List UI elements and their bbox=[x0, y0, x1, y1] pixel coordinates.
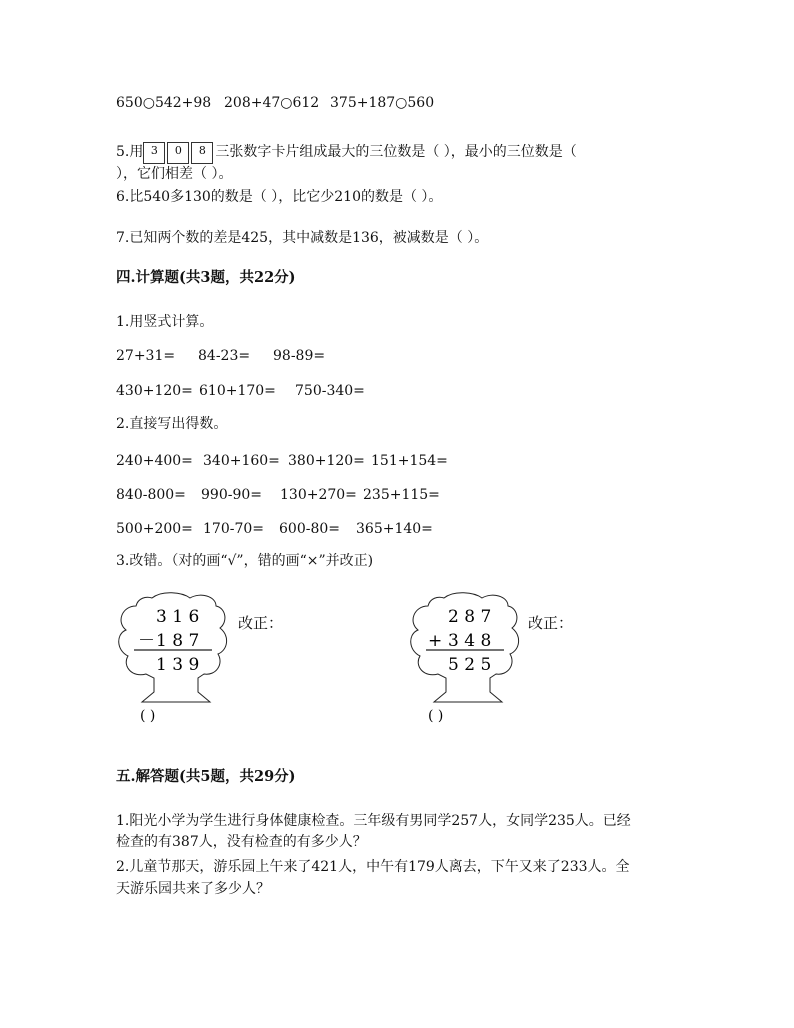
section-5-title: 五.解答题(共5题，共29分) bbox=[116, 768, 296, 785]
expression: 240+400= bbox=[116, 453, 193, 469]
question-5 bbox=[116, 142, 577, 162]
expression: 380+120= bbox=[288, 453, 365, 469]
calc-q1-row bbox=[116, 346, 325, 366]
question-7: 7.已知两个数的差是425，其中减数是136，被减数是（ ）。 bbox=[116, 230, 489, 246]
tree-middle-number: 3 4 8 bbox=[448, 631, 492, 651]
number-cards bbox=[143, 142, 215, 162]
expression: 151+154= bbox=[371, 453, 448, 469]
expression: 500+200= bbox=[116, 521, 193, 537]
expression: 84-23= bbox=[198, 348, 251, 364]
compare-item: 208+47○612 bbox=[224, 95, 320, 111]
q5-prefix: 5.用 bbox=[116, 144, 144, 160]
tree-middle-number: 1 8 7 bbox=[156, 631, 200, 651]
tree-top-number: 3 1 6 bbox=[156, 607, 200, 627]
tree-paren: ( ) bbox=[428, 708, 444, 724]
tree-top-number: 2 8 7 bbox=[448, 607, 492, 627]
expression: 610+170= bbox=[199, 383, 276, 399]
expression: 600-80= bbox=[279, 521, 340, 537]
section-4-title: 四.计算题(共3题，共22分) bbox=[116, 269, 296, 286]
calc-q1-row bbox=[116, 381, 365, 401]
expression: 430+120= bbox=[116, 383, 193, 399]
tree-drawing bbox=[404, 592, 604, 728]
calc-q2-title: 2.直接写出得数。 bbox=[116, 416, 228, 432]
compare-item: 375+187○560 bbox=[330, 95, 435, 111]
calc-q2-row bbox=[116, 519, 433, 539]
q5-text: 三张数字卡片组成最大的三位数是（ ），最小的三位数是（ bbox=[215, 144, 577, 160]
calc-q2-row bbox=[116, 451, 448, 471]
correction-tree-2 bbox=[404, 592, 604, 728]
expression: 840-800= bbox=[116, 487, 186, 503]
tree-result-number: 5 2 5 bbox=[448, 655, 492, 675]
question-6: 6.比540多130的数是（ ），比它少210的数是（ ）。 bbox=[116, 189, 443, 205]
tree-paren: ( ) bbox=[140, 708, 156, 724]
word-problem-1-line2: 检查的有387人，没有检查的有多少人？ bbox=[116, 834, 367, 850]
compare-item: 650○542+98 bbox=[116, 95, 212, 111]
tree-result-number: 1 3 9 bbox=[156, 655, 200, 675]
question-5-line2: ），它们相差（ ）。 bbox=[116, 166, 233, 182]
expression: 130+270= bbox=[280, 487, 357, 503]
number-card: 8 bbox=[191, 142, 213, 164]
calc-q2-row bbox=[116, 485, 440, 505]
word-problem-1-line1: 1.阳光小学为学生进行身体健康检查。三年级有男同学257人，女同学235人。已经 bbox=[116, 813, 631, 829]
fix-label: 改正： bbox=[528, 614, 574, 632]
calc-q1-title: 1.用竖式计算。 bbox=[116, 314, 214, 330]
expression: 750-340= bbox=[295, 383, 365, 399]
expression: 235+115= bbox=[363, 487, 440, 503]
tree-operator: － bbox=[138, 631, 155, 651]
tree-operator: + bbox=[428, 631, 443, 651]
word-problem-2-line2: 天游乐园共来了多少人？ bbox=[116, 881, 270, 897]
expression: 365+140= bbox=[356, 521, 433, 537]
correction-tree-1 bbox=[112, 592, 312, 728]
expression: 340+160= bbox=[203, 453, 280, 469]
word-problem-2-line1: 2.儿童节那天，游乐园上午来了421人，中午有179人离去，下午又来了233人。全 bbox=[116, 859, 630, 875]
number-card: 3 bbox=[143, 142, 165, 164]
expression: 170-70= bbox=[203, 521, 264, 537]
calc-q3-title: 3.改错。（对的画“√”，错的画“×”并改正) bbox=[116, 553, 374, 569]
expression: 27+31= bbox=[116, 348, 176, 364]
expression: 98-89= bbox=[273, 348, 326, 364]
fix-label: 改正： bbox=[238, 614, 284, 632]
number-card: 0 bbox=[167, 142, 189, 164]
compare-row bbox=[116, 93, 434, 113]
expression: 990-90= bbox=[201, 487, 262, 503]
